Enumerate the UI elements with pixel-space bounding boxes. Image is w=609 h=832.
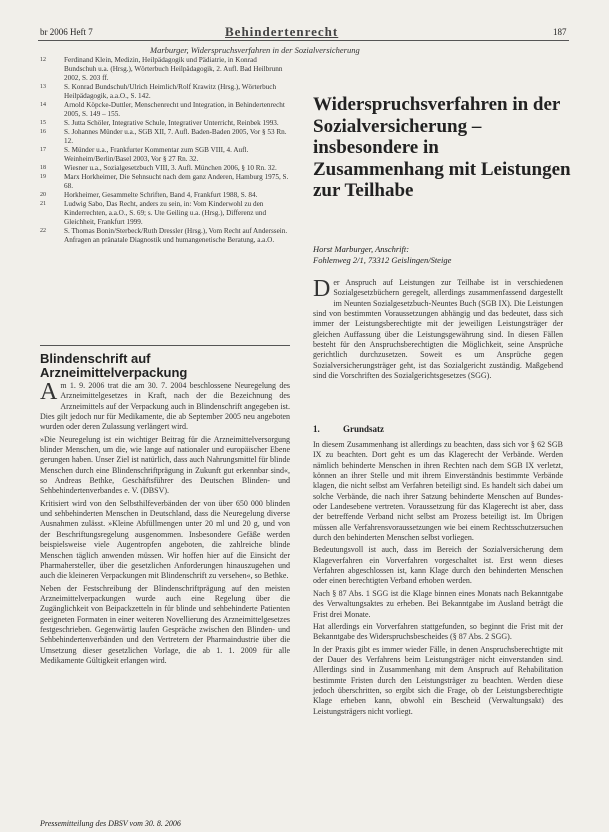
footnote-item	[40, 56, 290, 83]
footnote-number: 12	[40, 57, 46, 63]
footnote-number: 16	[40, 129, 46, 135]
subsection-title: Grundsatz	[343, 424, 385, 434]
footnote-number: 15	[40, 119, 46, 126]
subsection-number: 1.	[313, 424, 320, 434]
issue-label: br 2006 Heft 7	[40, 27, 93, 37]
footnote-text: S. Jutta Schöler, Integrative Schule, Integrativer Unterricht, Reinbek 1993.	[64, 118, 279, 127]
footnote-item	[40, 83, 290, 101]
footnote-text: Ferdinand Klein, Medizin, Heilpädagogik und Pädiatrie, in Konrad Bundschuh u.a. (Hrsg.), Wörterbuch Heilpädagogik, 2. Aufl. Bad Heilbrunn 2002, S. 203 ff.	[64, 56, 283, 82]
right-dropcap: D	[313, 276, 331, 302]
section-rule	[40, 345, 290, 346]
footnote-number: 19	[40, 174, 46, 181]
footnote-item	[40, 119, 290, 128]
footnote-item	[40, 191, 290, 200]
footnote-text: Ludwig Sabo, Das Recht, anders zu sein, in: Vom Kinderwohl zu den Kinderrechten, a.a.O., S. 69; s. Ute Geiling u.a. (Hrsg.), Differenz und Gleichheit, Frankfurt 1999.	[64, 200, 267, 226]
footnote-number: 14	[40, 101, 46, 108]
footnote-item	[40, 164, 290, 173]
body-paragraph: Hat allerdings ein Vorverfahren stattgefunden, so beginnt die Frist mit der Bekanntgabe des Widerspruchsbescheides (§ 87 Abs. 2 SGG).	[313, 621, 563, 642]
footnote-item	[40, 128, 290, 146]
footnote-item	[40, 200, 290, 227]
press-release-source: Pressemitteilung des DBSV vom 30. 8. 2006	[40, 819, 181, 828]
footnote-text: Wiesner u.a., Sozialgesetzbuch VIII, 3. Aufl. München 2006, § 10 Rn. 32.	[64, 164, 277, 172]
footnote-number: 13	[40, 83, 46, 90]
body-paragraph: Bedeutungsvoll ist auch, dass im Bereich der Sozialversicherung dem Klageverfahren ein Vorverfahren vorgeschaltet ist. Erst wenn dieses Verfahren abgeschlossen ist, kann Klage durch den behinderten Menschen oder einen berechtigten Verband erhoben werden.	[313, 545, 563, 586]
footnote-number: 20	[40, 192, 46, 199]
left-dropcap: A	[40, 379, 58, 405]
footnote-number: 22	[40, 228, 46, 235]
footnote-item	[40, 173, 290, 191]
left-paragraph: m 1. 9. 2006 trat die am 30. 7. 2004 beschlossene Neuregelung des Arzneimittelgesetzes in Kraft, nach der die Bezeichnung des Arzneimittels auf der Verpackung auch in Blindenschrift angegeben ist. Dies gilt jedoch nur für Medikamente, die ab September 2005 neu angeboten wurden oder deren Zulassung verlängert wird.	[40, 381, 290, 432]
author-address: Fohlenweg 2/1, 73312 Geislingen/Steige	[313, 255, 452, 265]
footnote-text: Arnold Köpcke-Duttler, Menschenrecht und Integration, in Behindertenrecht 2005, S. 149 – 155.	[64, 100, 285, 118]
body-paragraph: Nach § 87 Abs. 1 SGG ist die Klage binnen eines Monats nach Bekanntgabe des Verwaltungsaktes zu erheben. Bei Bekanntgabe im Ausland beträgt die Frist drei Monate.	[313, 588, 563, 619]
left-article-title: Blindenschrift auf Arzneimittelverpackung	[40, 351, 188, 380]
body-paragraph: In der Praxis gibt es immer wieder Fälle, in denen Anspruchsberechtigte mit der Dauer des Verfahrens beim Leistungsträger nicht einverstanden sind. Allerdings sind in Zusammenhang mit dem Anspruch auf Rehabilitation bestimmte Fristen durch den Leistungsträger zu beachten. Werden diese jedoch überschritten, so ergibt sich die Frage, ob der Leistungsberechtigte Klage erheben kann, obwohl ein Bescheid (Verwaltungsakt) des Leistungsträgers nicht vorliegt.	[313, 644, 563, 716]
left-paragraph: Neben der Festschreibung der Blindenschriftprägung auf den meisten Arzneimittelverpackungen wurde auch eine Regelung über die Zugänglichkeit von Beipackzetteln in für blinde und sehbehinderte Patienten geeigneten Formaten in einer weiteren Novellierung des Arzneimittelgesetzes festgeschrieben. Gegenwärtig laufen Gespräche zwischen den Blinden- und Sehbehindertenverbänden und den Vertretern der Pharmaindustrie über die Umsetzung dieser gesetzlichen Vorlage, die ab 1. 1. 2009 für alle Medikamente Gültigkeit erlangen wird.	[40, 583, 290, 665]
left-article-body	[40, 381, 290, 668]
author-name: Horst Marburger, Anschrift:	[313, 244, 410, 254]
footnote-text: S. Johannes Münder u.a., SGB XII, 7. Aufl. Baden-Baden 2005, Vor § 53 Rn. 12.	[64, 128, 287, 145]
body-paragraph: In diesem Zusammenhang ist allerdings zu beachten, dass sich vor § 62 SGB IX zu beachten. Dort geht es um das Klagerecht der Verbände. Werden nämlich behinderte Menschen in ihren Rechten nach dem SGB IX verletzt, können an ihrer Stelle und mit ihrem Einverständnis bestimmte Verbände klagen, die nicht selbst am Verfahren beteiligt sind. Es handelt sich dabei um solche Verbände, die nach ihrer Satzung behinderte Menschen auf Bundes- oder Landesebene vertreten. Voraussetzung für das Klagerecht ist aber, dass der betreffende Verband nicht selbst am Prozess beteiligt ist. Im Übrigen müssen alle Verfahrensvoraussetzungen wie bei einem Rechtsschutzersuchen durch den behinderten Menschen selbst vorliegen.	[313, 440, 563, 543]
footnote-item	[40, 146, 290, 164]
footnote-text: S. Thomas Bonin/Sterbeck/Ruth Dressler (Hrsg.), Vom Recht auf Anderssein. Anfragen an pränatale Diagnostik und humangenetische Beratung, a.a.O.	[64, 227, 288, 244]
footnote-number: 17	[40, 147, 46, 153]
right-article-intro	[313, 278, 563, 383]
left-paragraph: »Die Neuregelung ist ein wichtiger Beitrag für die Arzneimittelversorgung blinder Menschen, um die, wie lange auf nationaler und europäischer Ebene gerungen haben. Unser Ziel ist natürlich, dass auch Nahrungsmittel für blinde Menschen durch eine Blindenschriftprägung in Zukunft gut erkennbar sind«, so Andreas Bethke, Geschäftsführer des Deutschen Blinden- und Sehbehindertenverbandes e. V. (DBSV).	[40, 434, 290, 496]
running-subtitle: Marburger, Widerspruchsverfahren in der Sozialversicherung	[150, 45, 360, 55]
footnote-text: Horkheimer, Gesammelte Schriften, Band 4, Frankfurt 1988, S. 84.	[64, 191, 258, 200]
author-info	[313, 244, 573, 266]
footnote-list	[40, 56, 290, 245]
header-rule	[38, 40, 569, 41]
footnote-item	[40, 101, 290, 119]
footnote-number: 21	[40, 201, 46, 208]
footnote-item	[40, 227, 290, 245]
footnote-number: 18	[40, 165, 46, 171]
subsection-heading	[313, 424, 384, 434]
footnote-text: S. Münder u.a., Frankfurter Kommentar zum SGB VIII, 4. Aufl. Weinheim/Berlin/Basel 2003, Vor § 27 Rn. 32.	[64, 146, 249, 163]
left-paragraph: Kritisiert wird von den Selbsthilfeverbänden der von über 650 000 blinden und sehbehinderten Menschen in Deutschland, dass die Neuregelung diverse Ausnahmen zulässt. »Kleine Abfüllmengen unter 20 ml und 20 g, und von der Beschriftungsregelung ausgenommen. Insbesondere Gefäße werden beispielsweise viele Augentropfen angeboten, die zahlreiche blinde Menschen täglich anwenden müssen. Wir hoffen hier auf die Einsicht der Pharmahersteller, über die gesetzlichen Anforderungen hinauszugehen und auch die kleineren Verpackungen mit Blindenschrift zu versehen«, so Bethke.	[40, 498, 290, 581]
footnote-text: S. Konrad Bundschuh/Ulrich Heimlich/Rolf Krawitz (Hrsg.), Wörterbuch Heilpädagogik, a.a.O., S. 142.	[64, 82, 277, 100]
journal-title: Behindertenrecht	[225, 24, 339, 39]
page-number: 187	[553, 27, 567, 37]
footnote-text: Marx Horkheimer, Die Sehnsucht nach dem ganz Anderen, Hamburg 1975, S. 68.	[64, 173, 289, 190]
right-article-title: Widerspruchsverfahren in der Sozialversicherung – insbesondere in Zusammenhang mit Leistungen zur Teilhabe	[313, 94, 571, 202]
intro-paragraph: er Anspruch auf Leistungen zur Teilhabe ist in verschiedenen Sozialgesetzbüchern geregelt, allerdings zusammenfassend dargestellt im Neunten Sozialgesetzbuch-Neuntes Buch (SGB IX). Die Leistungen sind von bestimmten Voraussetzungen abhängig und das bedeutet, dass sich immer der Leistungsberechtigte mit der jeweiligen Leistungsträger der gleichen Auffassung über die Leistungsgewährung sind. In diesen Fällen besteht für den Anspruchsberechtigten die Möglichkeit, seine Ansprüche gerichtlich durchzusetzen. Soweit es um Ansprüche gegen Sozialversicherungsträger geht, ist das Sozialgericht zuständig. Maßgebend sind die Vorschriften des Sozialgerichtsgesetzes (SGG).	[313, 278, 563, 381]
right-article-body	[313, 440, 563, 719]
